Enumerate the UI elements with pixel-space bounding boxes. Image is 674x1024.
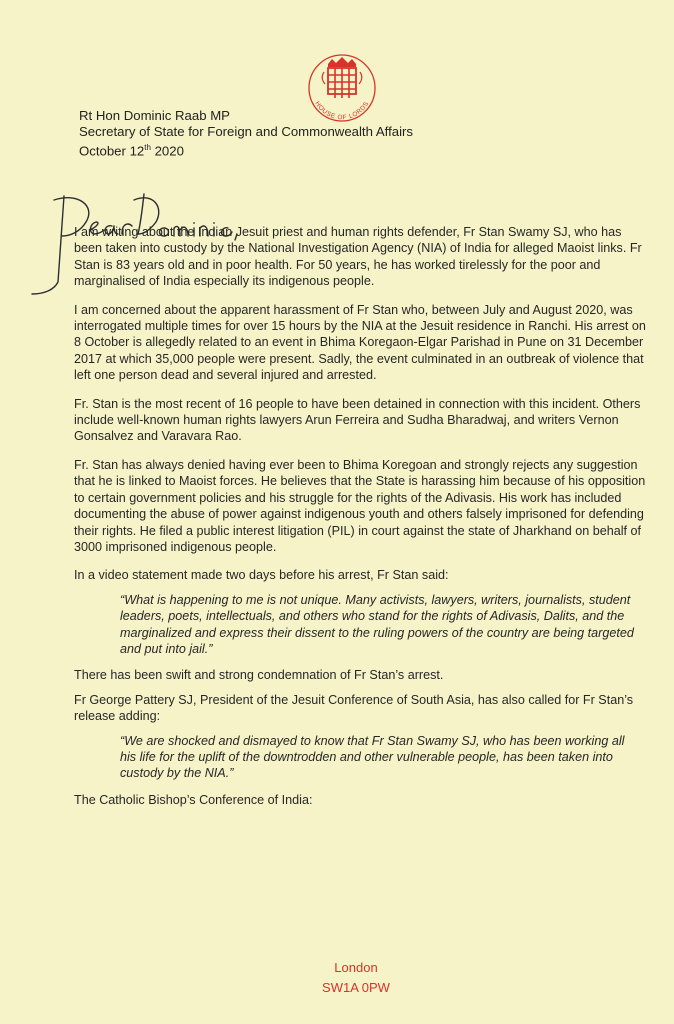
quote-stan-swamy: “What is happening to me is not unique. Many activists, lawyers, writers, journalists, student leaders, poets, intellectuals, and others who stand for the rights of Adivasis, Dalits, and the marginalized and express their dissent to the ruling powers of the country are being targeted and put into jail.”: [120, 592, 634, 656]
recipient-name: Rt Hon Dominic Raab MP: [79, 108, 230, 123]
letter-date: October 12th 2020: [79, 143, 184, 159]
recipient-block: [79, 108, 413, 159]
paragraph-1: I am writing about the Indian Jesuit priest and human rights defender, Fr Stan Swamy SJ, who has been taken into custody by the National Investigation Agency (NIA) of India for alleged Maoist links. Fr Stan is 83 years old and in poor health. For 50 years, he has worked tirelessly for the poor and marginalised of India especially its indigenous people.: [74, 225, 642, 289]
footer-city: London: [334, 960, 378, 975]
quote-george-pattery: “We are shocked and dismayed to know that Fr Stan Swamy SJ, who has been working all his life for the uplift of the downtrodden and other vulnerable people, has been taken into custody by the NIA.”: [120, 733, 625, 781]
footer-postcode: SW1A 0PW: [322, 980, 390, 995]
letter-footer: [0, 958, 674, 998]
paragraph-2: I am concerned about the apparent harassment of Fr Stan who, between July and August 2020, was interrogated multiple times for over 15 hours by the NIA at the Jesuit residence in Ranchi. His arrest on 8 October is allegedly related to an event in Bhima Koregaon-Elgar Parishad in Pune on 31 December 2017 at which 35,000 people were present. Sadly, the event culminated in an outbreak of violence that left one person dead and several injured and arrested.: [74, 302, 646, 383]
paragraph-5: In a video statement made two days before his arrest, Fr Stan said:: [74, 568, 449, 583]
recipient-title: Secretary of State for Foreign and Commonwealth Affairs: [79, 124, 414, 139]
svg-text:HOUSE OF LORDS: HOUSE OF LORDS: [313, 100, 371, 122]
letter-body: [74, 224, 646, 820]
paragraph-8: The Catholic Bishop’s Conference of India:: [74, 792, 313, 807]
paragraph-3: Fr. Stan is the most recent of 16 people to have been detained in connection with this incident. Others include well-known human rights lawyers Arun Ferreira and Sudha Bharadwaj, and writers Vernon Gonsalvez and Varavara Rao.: [74, 396, 641, 444]
paragraph-6: There has been swift and strong condemnation of Fr Stan’s arrest.: [74, 668, 444, 683]
paragraph-4: Fr. Stan has always denied having ever been to Bhima Koregoan and strongly rejects any suggestion that he is linked to Maoist forces. He believes that the State is harassing him because of his opposition to certain government policies and his struggle for the rights of the Adivasis. His work has included documenting the abuse of power against indigenous youth and others falsely imprisoned for defending their rights. He filed a public interest litigation (PIL) in court against the state of Jharkhand on behalf of 3000 imprisoned indigenous people.: [74, 457, 646, 554]
paragraph-7: Fr George Pattery SJ, President of the Jesuit Conference of South Asia, has also called for Fr Stan’s release adding:: [74, 692, 634, 724]
